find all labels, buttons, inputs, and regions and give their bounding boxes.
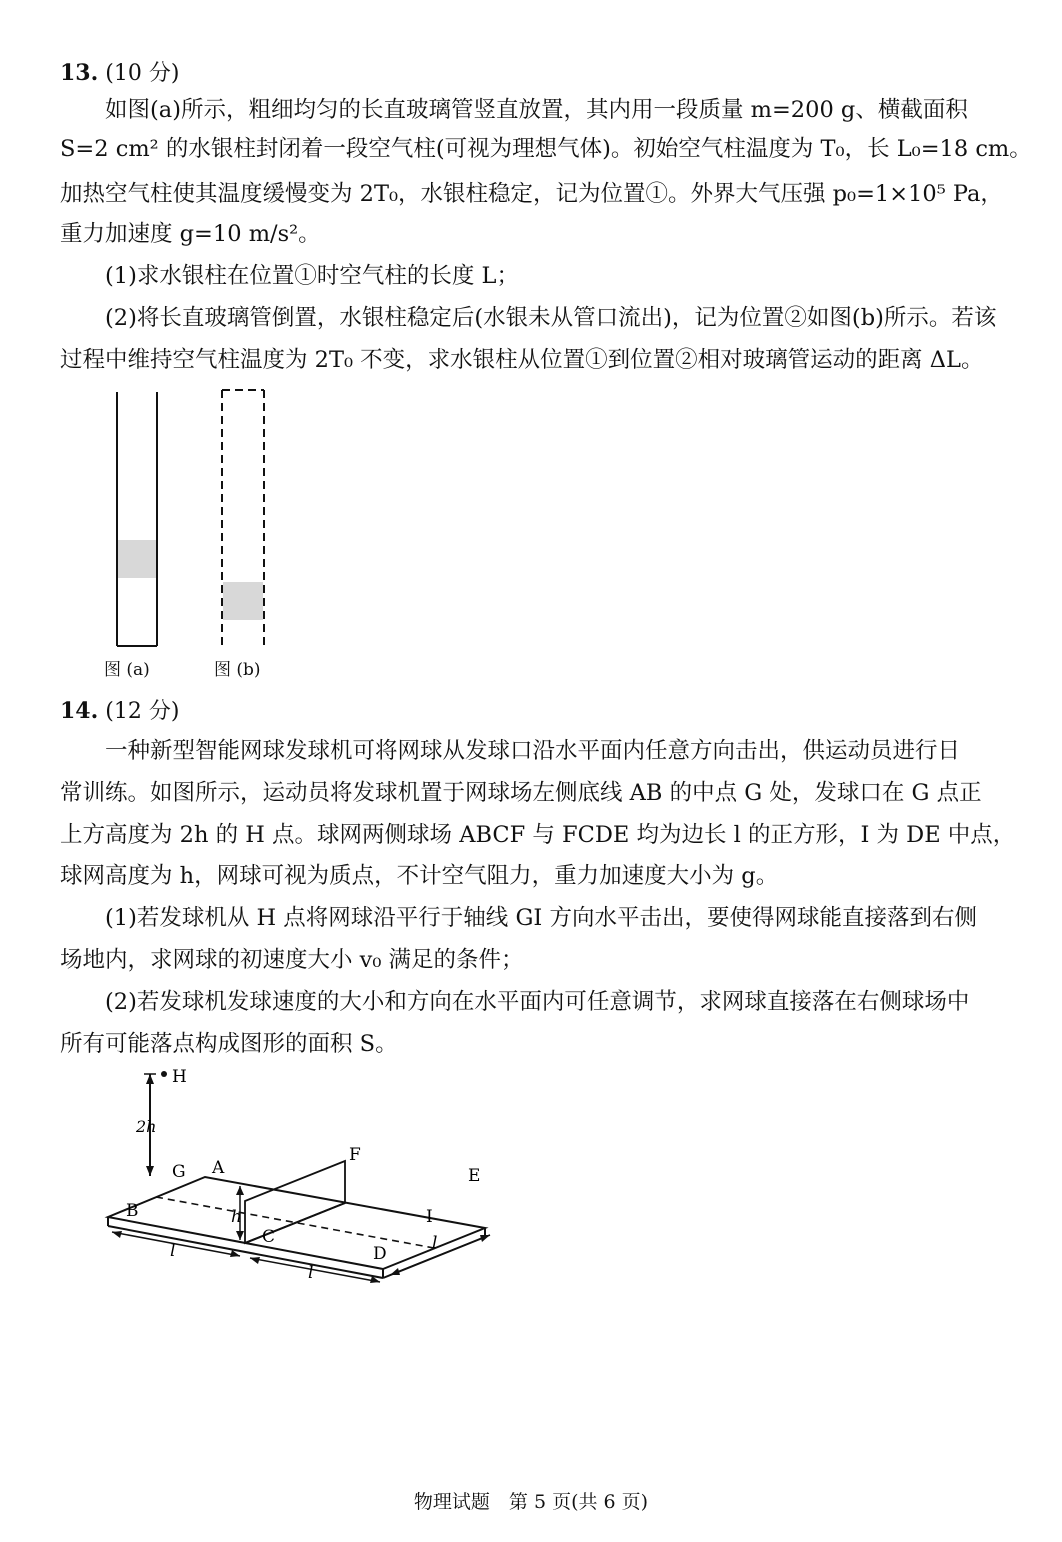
- page-footer: 物理试题 第 5 页(共 6 页): [413, 1491, 649, 1513]
- q13-number: 13.: [60, 60, 99, 86]
- fig-a-caption: 图 (a): [104, 660, 150, 680]
- q14-part2-line: (2)若发球机发球速度的大小和方向在水平面内可任意调节，求网球直接落在右侧球场中: [105, 989, 970, 1015]
- tube-b: [222, 390, 264, 646]
- label-h-net: h: [231, 1207, 242, 1227]
- point-h: [161, 1071, 167, 1077]
- q14-score: (12 分): [105, 699, 180, 724]
- label-e: E: [468, 1166, 481, 1186]
- q14-intro-line: 一种新型智能网球发球机可将网球从发球口沿水平面内任意方向击出，供运动员进行日: [105, 738, 961, 764]
- q13-part1: (1)求水银柱在位置①时空气柱的长度 L；: [105, 263, 519, 289]
- tube-a: [117, 392, 157, 646]
- mercury-column-a: [118, 540, 156, 578]
- q14-intro-line: 球网高度为 h，网球可视为质点，不计空气阻力，重力加速度大小为 g。: [60, 863, 779, 889]
- q13-intro-line: 加热空气柱使其温度缓慢变为 2T₀，水银柱稳定，记为位置①。外界大气压强 p₀=1×10⁵ Pa，: [60, 181, 1003, 207]
- mercury-column-b: [223, 582, 263, 620]
- q14-intro-line: 常训练。如图所示，运动员将发球机置于网球场左侧底线 AB 的中点 G 处，发球口在 G 点正: [60, 780, 982, 806]
- label-f: F: [349, 1145, 361, 1165]
- q13-part2-line: (2)将长直玻璃管倒置，水银柱稳定后(水银未从管口流出)，记为位置②如图(b)所示。若该: [105, 305, 997, 331]
- label-b: B: [126, 1201, 139, 1221]
- q14-intro-line: 上方高度为 2h 的 H 点。球网两侧球场 ABCF 与 FCDE 均为边长 l 的正方形，I 为 DE 中点，: [60, 822, 1016, 848]
- fig-b-caption: 图 (b): [214, 660, 261, 680]
- q13-header: [60, 56, 179, 87]
- q13-figure: [100, 388, 290, 688]
- q14-court-figure: [100, 1060, 520, 1290]
- q14-number: 14.: [60, 698, 99, 724]
- label-l-bottom: l: [308, 1263, 314, 1283]
- q14-part2-line: 所有可能落点构成图形的面积 S。: [60, 1031, 398, 1057]
- label-l-right: l: [432, 1233, 438, 1253]
- label-g: G: [172, 1162, 186, 1182]
- q13-intro-line: 如图(a)所示，粗细均匀的长直玻璃管竖直放置，其内用一段质量 m=200 g、横截面积: [105, 97, 968, 123]
- label-a: A: [212, 1158, 225, 1178]
- q13-part2-line: 过程中维持空气柱温度为 2T₀ 不变，求水银柱从位置①到位置②相对玻璃管运动的距离 ΔL。: [60, 347, 984, 373]
- q14-part1-line: 场地内，求网球的初速度大小 v₀ 满足的条件；: [60, 947, 524, 973]
- q13-intro-line: 重力加速度 g=10 m/s²。: [60, 221, 321, 247]
- label-2h: 2h: [136, 1117, 157, 1136]
- label-l-left: l: [170, 1241, 176, 1261]
- label-d: D: [373, 1244, 387, 1264]
- q14-header: [60, 694, 179, 725]
- net-panel: [245, 1161, 345, 1243]
- label-h-point: H: [172, 1067, 187, 1087]
- q13-score: (10 分): [105, 61, 180, 86]
- q14-part1-line: (1)若发球机从 H 点将网球沿平行于轴线 GI 方向水平击出，要使得网球能直接落到右侧: [105, 905, 977, 931]
- label-c: C: [262, 1227, 276, 1247]
- q13-intro-line: S=2 cm² 的水银柱封闭着一段空气柱(可视为理想气体)。初始空气柱温度为 T₀，长 L₀=18 cm。: [60, 136, 1032, 162]
- label-i: I: [426, 1207, 433, 1227]
